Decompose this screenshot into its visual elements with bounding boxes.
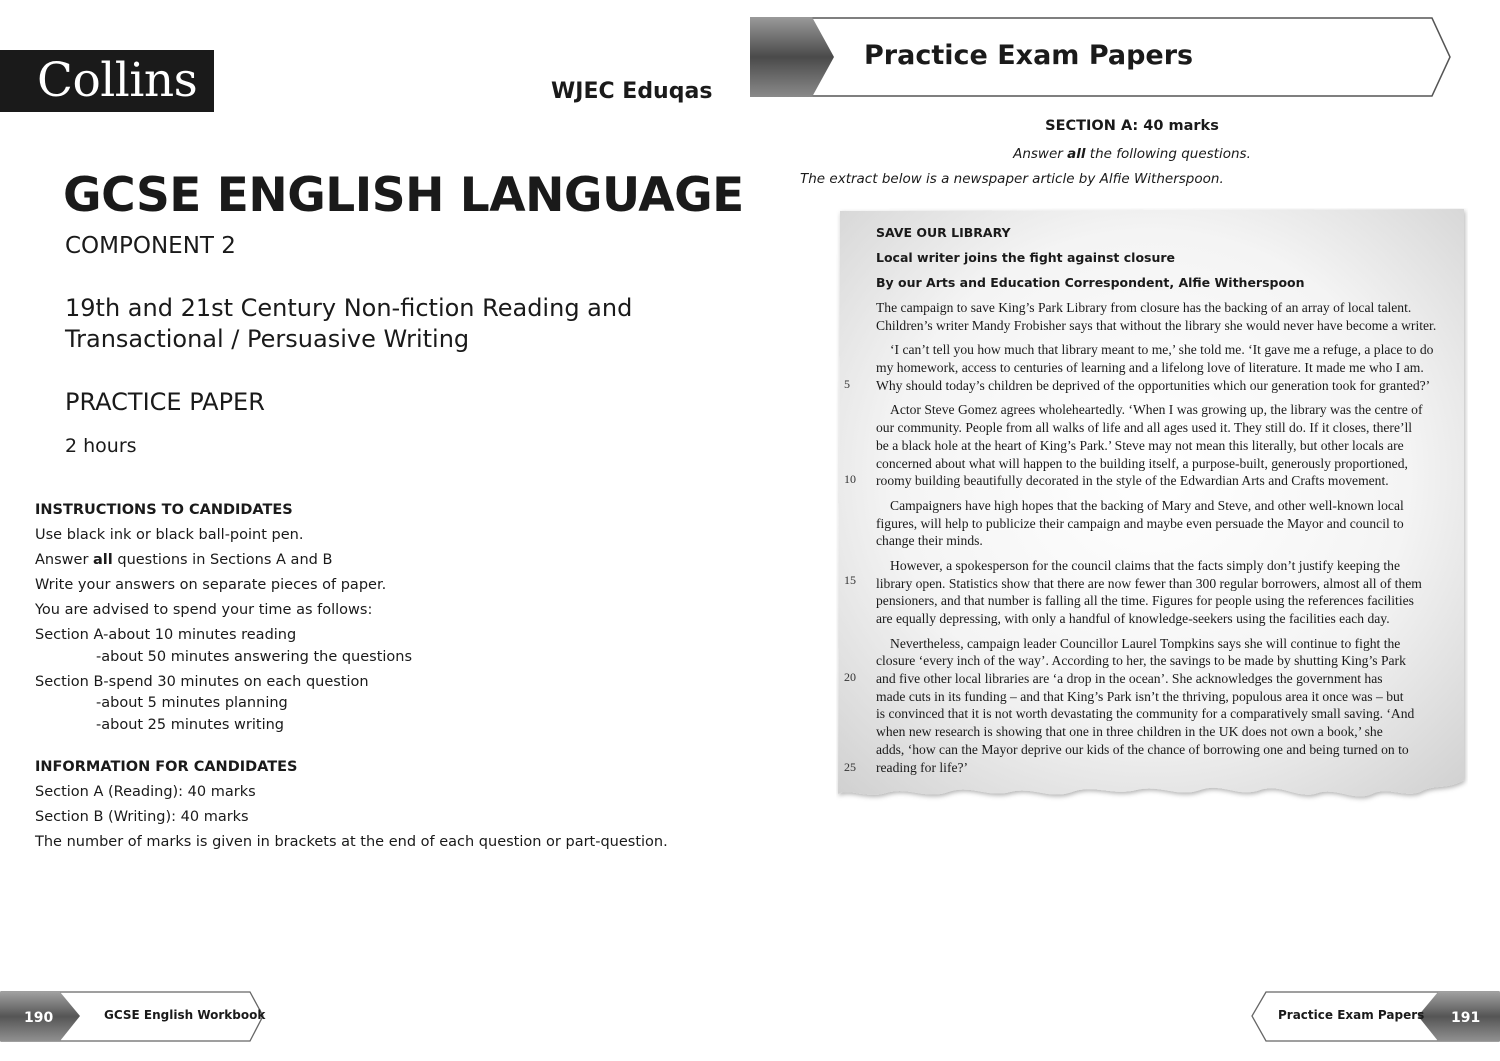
article-paragraph [876, 557, 1451, 628]
instructions-block [35, 500, 695, 857]
instruction-section-b: Section B-spend 30 minutes on each question [35, 673, 369, 690]
article-line: be a black hole at the heart of King’s Park.’ Steve may not mean this literally, but other locals are [876, 437, 1404, 453]
page-number-right: 191 [1451, 1010, 1481, 1026]
article-paragraph [876, 401, 1451, 489]
page-title: GCSE ENGLISH LANGUAGE [63, 168, 744, 223]
article-subheadline: Local writer joins the fight against closure [876, 250, 1176, 265]
article-line: are equally depressing, with only a handful of knowledge-seekers using the facilities each day. [876, 611, 1390, 626]
instruction-answer [35, 550, 695, 575]
article-line: Actor Steve Gomez agrees wholeheartedly. ‘When I was growing up, the library was the centre of [890, 402, 1423, 418]
instruction-advised: You are advised to spend your time as follows: [35, 602, 373, 618]
article-line: closure ‘every inch of the way’. According to her, the savings to be made by shutting King’s Park [876, 653, 1406, 669]
paper-subtitle [65, 293, 705, 355]
article-line: However, a spokesperson for the council claims that the facts simply don’t justify keeping the [890, 557, 1400, 573]
component-label: COMPONENT 2 [65, 233, 236, 259]
page-number-left: 190 [24, 1010, 54, 1026]
article-line: The campaign to save King’s Park Library from closure has the backing of an array of local talent. [876, 300, 1412, 315]
answer-bold: all [1067, 146, 1086, 162]
article-line: figures, will help to publicize their campaign and maybe even persuade the Mayor and council to [876, 515, 1404, 531]
line-number: 10 [844, 472, 856, 486]
article-line: Nevertheless, campaign leader Councillor Laurel Tompkins says she will continue to fight the [890, 635, 1401, 651]
answer-pre: Answer [35, 552, 94, 568]
instruction-section-a: Section A-about 10 minutes reading [35, 627, 297, 643]
article-line: Why should today’s children be deprived of the opportunities which our generation took for granted?’ [876, 377, 1431, 393]
article-line: change their minds. [876, 533, 983, 549]
article-line: my homework, access to centuries of learning and a lifelong love of literature. It made me who I am. [876, 360, 1424, 376]
article-byline: By our Arts and Education Correspondent, Alfie Witherspoon [876, 275, 1305, 290]
section-a-heading: SECTION A: 40 marks [1045, 118, 1219, 134]
instruction-section-b-planning: -about 5 minutes planning [96, 695, 288, 711]
article-line: concerned about what will happen to the building itself, a purpose-built, generously proportioned, [876, 455, 1408, 471]
information-section-b: Section B (Writing): 40 marks [35, 808, 249, 825]
answer-post: questions in Sections A and B [112, 552, 333, 568]
article-paragraph [876, 341, 1451, 394]
answer-pre: Answer [1013, 146, 1068, 162]
answer-post: the following questions. [1085, 146, 1251, 162]
instruction-separate: Write your answers on separate pieces of paper. [35, 577, 387, 593]
article-line: made cuts in its funding – and that King’s Park isn’t the thriving, populous area it once was – but [876, 688, 1404, 704]
article-line: ‘I can’t tell you how much that library meant to me,’ she told me. ‘It gave me a refuge, a place to do [890, 342, 1434, 358]
article-paragraph [876, 635, 1451, 777]
collins-logo: Collins [0, 50, 214, 112]
article-line: Children’s writer Mandy Frobisher says that without the library she would never have become a writer. [876, 317, 1437, 333]
paper-type: PRACTICE PAPER [65, 388, 265, 416]
article-line: pensioners, and that number is falling all the time. Figures for people using the references facilities [876, 593, 1414, 609]
article-line: reading for life?’ [876, 759, 969, 775]
article-line: is convinced that it is not worth devastating the community for a comparatively small saving. ‘And [876, 706, 1415, 722]
article-line: when new research is showing that one in three children in the UK does not own a book,’ she [876, 724, 1383, 740]
article-line: adds, ‘how can the Mayor deprive our kids of the chance of borrowing one and being turned on to [876, 741, 1409, 757]
exam-board: WJEC Eduqas [551, 79, 713, 104]
article-paragraph [876, 299, 1451, 334]
newspaper-article [876, 224, 1451, 783]
subtitle-line: Transactional / Persuasive Writing [65, 325, 470, 353]
duration: 2 hours [65, 435, 137, 457]
information-section-a: Section A (Reading): 40 marks [35, 783, 256, 800]
article-paragraph [876, 497, 1451, 550]
instructions-heading: INSTRUCTIONS TO CANDIDATES [35, 502, 293, 518]
answer-all-instruction [750, 146, 1500, 162]
article-line: Campaigners have high hopes that the backing of Mary and Steve, and other well-known local [890, 497, 1404, 513]
article-line: library open. Statistics show that there are now fewer than 300 regular borrowers, almost all of them [876, 575, 1422, 591]
extract-intro: The extract below is a newspaper article by Alfie Witherspoon. [800, 171, 1224, 187]
answer-bold: all [93, 552, 113, 568]
information-heading: INFORMATION FOR CANDIDATES [35, 758, 298, 775]
banner-title: Practice Exam Papers [864, 40, 1194, 71]
article-headline: SAVE OUR LIBRARY [876, 225, 1011, 240]
line-number: 25 [844, 760, 856, 774]
article-line: roomy building beautifully decorated in the style of the Edwardian Arts and Crafts movement. [876, 473, 1389, 489]
subtitle-line: 19th and 21st Century Non-fiction Reading and [65, 294, 633, 322]
line-number: 5 [844, 377, 850, 391]
instruction-ink: Use black ink or black ball-point pen. [35, 527, 304, 543]
article-line: our community. People from all walks of life and all ages used it. They still do. If it closes, there’ll [876, 420, 1413, 436]
article-line: and five other local libraries are ‘a drop in the ocean’. She acknowledges the government has [876, 671, 1383, 687]
line-number: 15 [844, 573, 856, 587]
instruction-section-b-writing: -about 25 minutes writing [96, 716, 284, 733]
information-marks: The number of marks is given in brackets at the end of each question or part-question. [35, 833, 668, 850]
line-number: 20 [844, 670, 856, 684]
footer-label-left: GCSE English Workbook [104, 1008, 266, 1022]
footer-label-right: Practice Exam Papers [1278, 1008, 1425, 1022]
instruction-section-a-detail: -about 50 minutes answering the questions [96, 648, 413, 665]
